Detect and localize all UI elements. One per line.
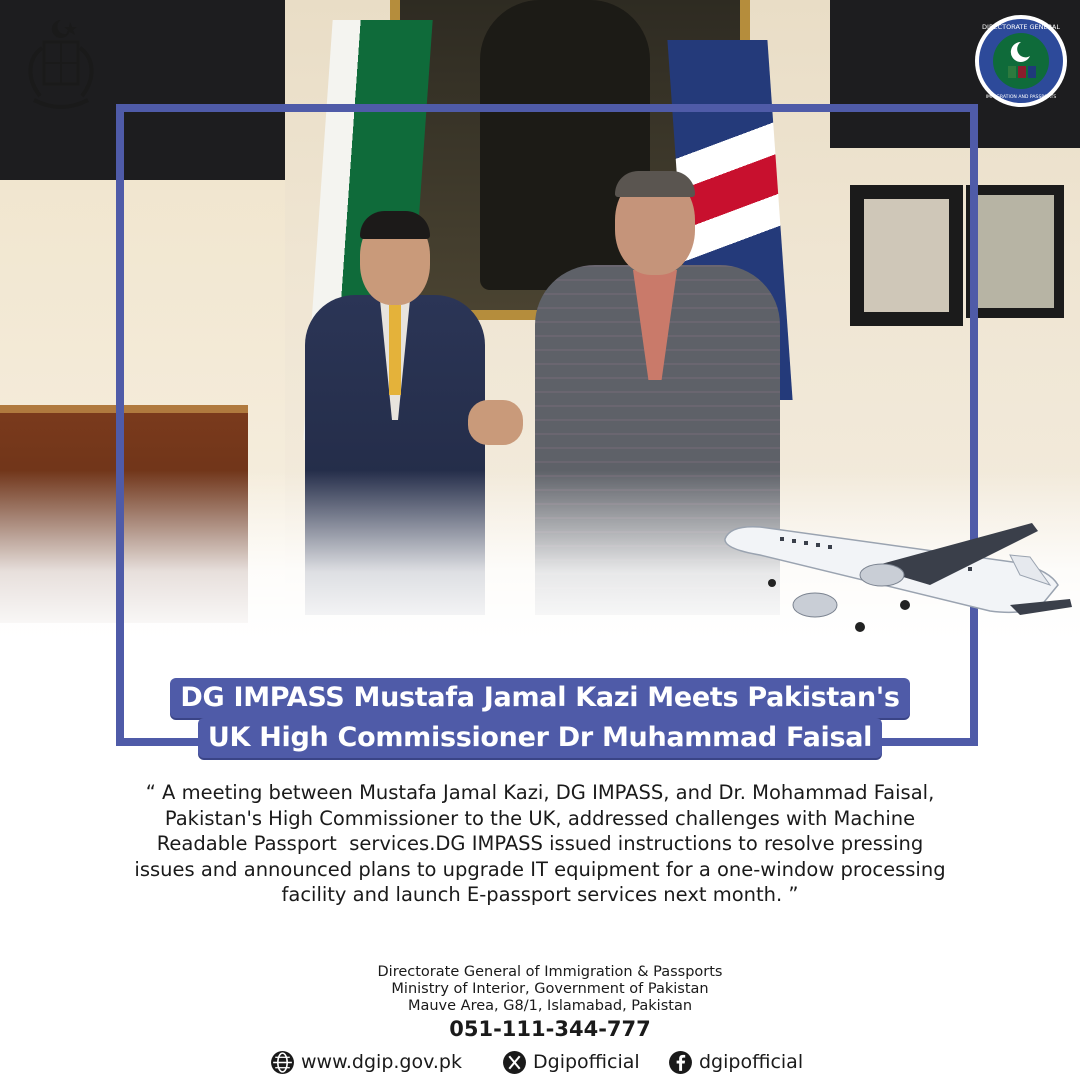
quote-line-3: Readable Passport services.DG IMPASS issued instructions to resolve pressing: [156, 832, 924, 855]
pakistan-emblem-icon: [20, 18, 102, 116]
social-links: [270, 1048, 830, 1076]
quote-line-4: issues and announced plans to upgrade IT equipment for a one-window processing: [134, 857, 946, 881]
x-logo-icon: [502, 1050, 527, 1075]
facebook-text: dgipofficial: [699, 1051, 804, 1073]
wall-photo-frame: [966, 185, 1064, 318]
quote-line-2: Pakistan's High Commissioner to the UK, addressed challenges with Machine: [164, 806, 916, 830]
x-link[interactable]: [502, 1048, 640, 1076]
headline-line-2: UK High Commissioner Dr Muhammad Faisal: [198, 718, 882, 758]
footer: [340, 964, 760, 1042]
globe-icon: [270, 1050, 295, 1075]
phone-number[interactable]: 051-111-344-777: [449, 1017, 651, 1041]
facebook-link[interactable]: [668, 1048, 803, 1076]
org-name: Directorate General of Immigration & Passports: [377, 964, 723, 980]
quote-text: [80, 780, 1000, 908]
facebook-icon: [668, 1050, 693, 1075]
x-handle-text: Dgipofficial: [533, 1051, 640, 1073]
airplane-icon: [720, 515, 1080, 645]
org-address: Mauve Area, G8/1, Islamabad, Pakistan: [407, 998, 693, 1014]
website-link[interactable]: [270, 1048, 462, 1076]
org-ministry: Ministry of Interior, Government of Pakistan: [391, 981, 709, 997]
logo-top-text: DIRECTORATE GENERAL: [982, 23, 1060, 31]
quote-line-1: “ A meeting between Mustafa Jamal Kazi, DG IMPASS, and Dr. Mohammad Faisal,: [145, 781, 935, 804]
headline: [120, 678, 960, 758]
website-text: www.dgip.gov.pk: [301, 1051, 462, 1073]
logo-bottom-text: IMMIGRATION AND PASSPORTS: [985, 95, 1057, 100]
decorative-frame: [116, 104, 978, 746]
dgip-logo-icon: [974, 14, 1068, 108]
headline-line-1: DG IMPASS Mustafa Jamal Kazi Meets Pakistan's: [170, 678, 909, 718]
quote-line-5: facility and launch E-passport services next month. ”: [281, 883, 799, 906]
